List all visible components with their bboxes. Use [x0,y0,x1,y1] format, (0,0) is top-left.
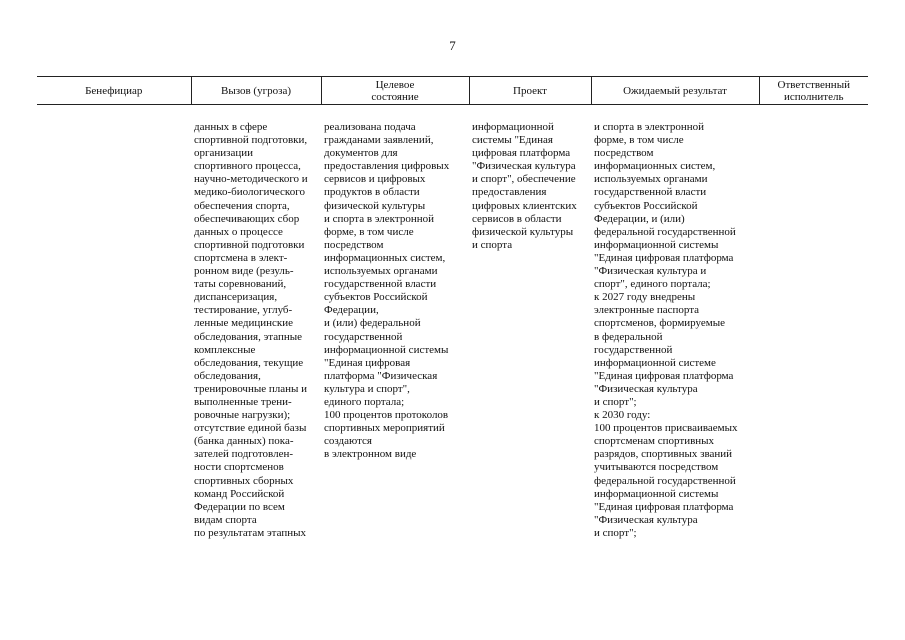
header-target-state: Целевое состояние [321,77,469,105]
cell-target-state: реализована подача гражданами заявлений, документов для предоставления цифровых сервисов и цифровых продуктов в области физической культуры и спорта в электронной форме, в том числе посредством информационных систем, используемых органами государственной власти субъектов Российской Федерации, и (или) федеральной государственной информационной системы "Единая цифровая платформа "Физическая культура и спорт", единого портала; 100 процентов протоколов спортивных мероприятий создаются в электронном виде [324,121,450,461]
header-project: Проект [469,77,591,105]
page-number: 7 [449,38,456,53]
cell-beneficiary [37,105,191,541]
cell-project: информационной системы "Единая цифровая платформа "Физическая культура и спорт", обеспечение предоставления цифровых клиентских сервисов в области физической культуры и спорта [472,121,577,251]
cell-challenge: данных в сфере спортивной подготовки, организации спортивного процесса, научно-методического и медико-биологического обеспечения спорта, обеспечивающих сбор данных о процессе спортивной подготовки спортсмена в элект- ронном виде (резуль- таты соревнований, диспансеризация, тестирование, углуб- ленные медицинские обследования, этапные комплексные обследования, текущие обследования, тренировочные планы и выполненные трени- ровочные нагрузки); отсутствие единой базы (банка данных) пока- зателей подготовлен- ности спортсменов спортивных сборных команд Российской Федерации по всем видам спорта по результатам этапных [194,121,308,539]
header-expected-result: Ожидаемый результат [591,77,759,105]
table-header [37,77,868,105]
header-row [37,77,868,105]
cell-responsible [759,105,868,541]
document-table [37,76,868,540]
table-row [37,105,868,541]
cell-expected-result: и спорта в электронной форме, в том числе посредством информационных систем, используемых органами государственной власти субъектов Российской Федерации, и (или) федеральной государственной информационной системы "Единая цифровая платформа "Физическая культура и спорт", единого портала; к 2027 году внедрены электронные паспорта спортсменов, формируемые в федеральной государственной информационной системе "Единая цифровая платформа "Физическая культура и спорт"; к 2030 году: 100 процентов присваиваемых спортсменам спортивных разрядов, спортивных званий учитываются посредством федеральной государственной информационной системы "Единая цифровая платформа "Физическая культура и спорт"; [594,121,738,539]
header-challenge: Вызов (угроза) [191,77,321,105]
header-beneficiary: Бенефициар [37,77,191,105]
header-responsible: Ответственный исполнитель [759,77,868,105]
